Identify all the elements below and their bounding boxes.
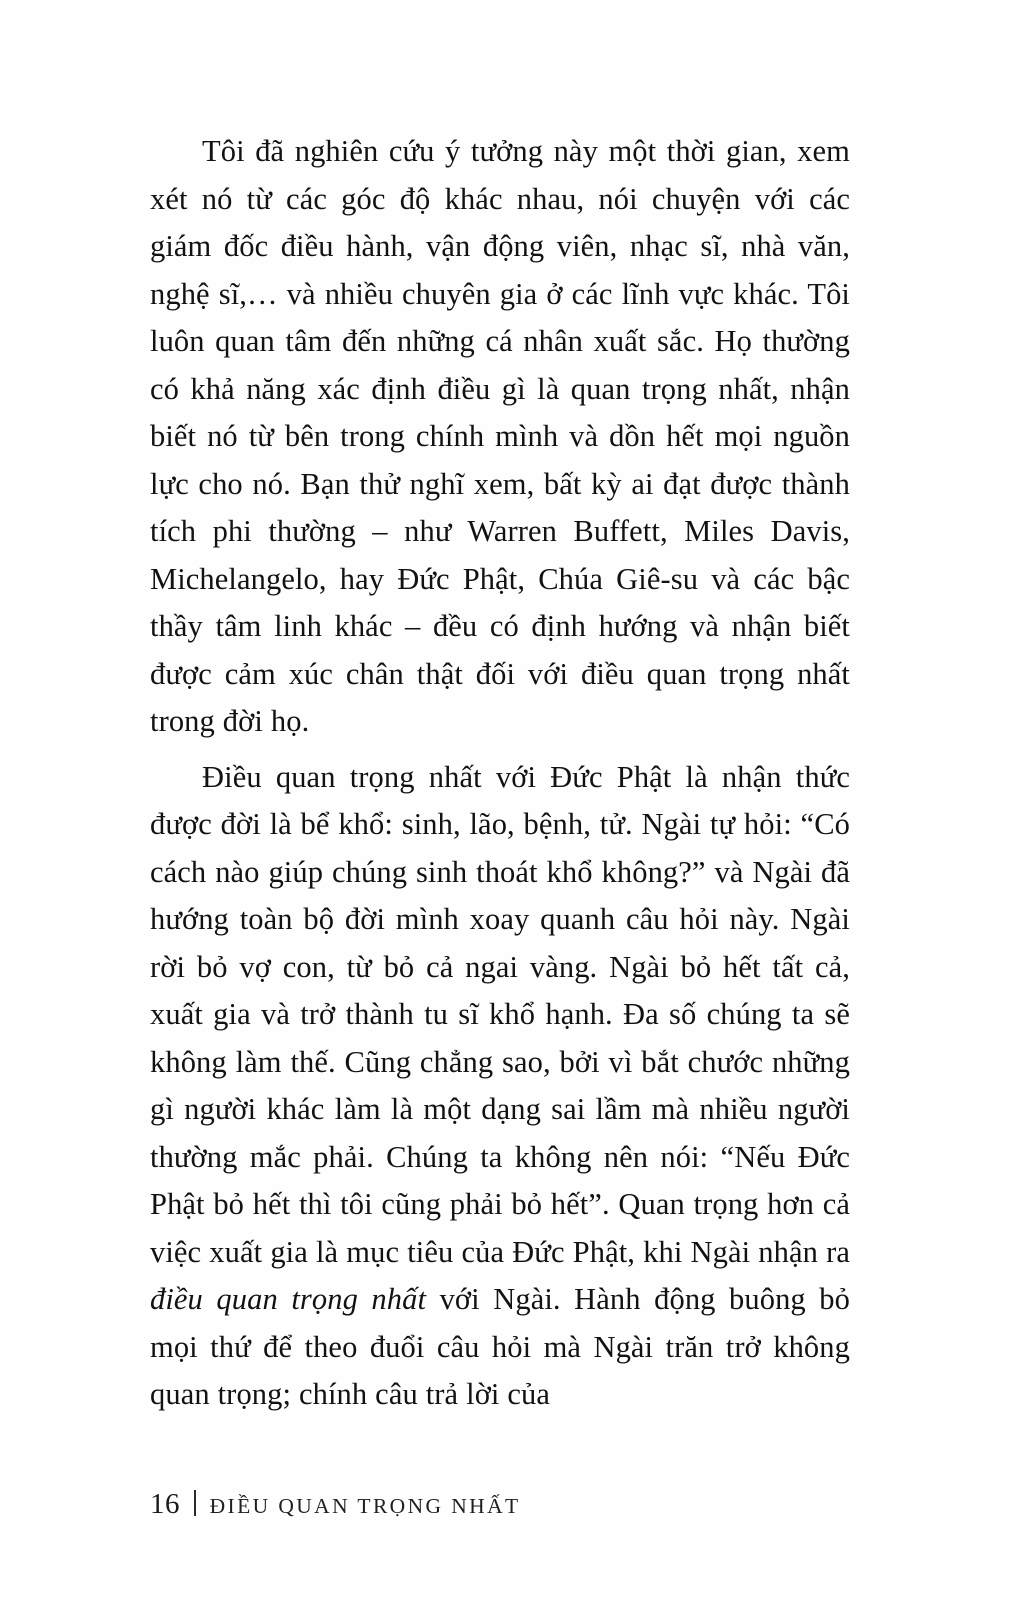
- paragraph-2-segment-1: Điều quan trọng nhất với Đức Phật là nhận thức được đời là bể khổ: sinh, lão, bệnh, tử. Ngài tự hỏi: “Có cách nào giúp chúng sinh thoát khổ không?” và Ngài đã hướng toàn bộ đời mình xoay quanh câu hỏi này. Ngài rời bỏ vợ con, từ bỏ cả ngai vàng. Ngài bỏ hết tất cả, xuất gia và trở thành tu sĩ khổ hạnh. Đa số chúng ta sẽ không làm thế. Cũng chẳng sao, bởi vì bắt chước những gì người khác làm là một dạng sai lầm mà nhiều người thường mắc phải. Chúng ta không nên nói: “Nếu Đức Phật bỏ hết thì tôi cũng phải bỏ hết”. Quan trọng hơn cả việc xuất gia là mục tiêu của Đức Phật, khi Ngài nhận ra: [150, 759, 850, 1269]
- running-head-title: ĐIỀU QUAN TRỌNG NHẤT: [209, 1494, 521, 1518]
- page-number: 16: [150, 1488, 180, 1520]
- paragraph-2: [150, 754, 850, 1419]
- paragraph-1: Tôi đã nghiên cứu ý tưởng này một thời gian, xem xét nó từ các góc độ khác nhau, nói chuyện với các giám đốc điều hành, vận động viên, nhạc sĩ, nhà văn, nghệ sĩ,… và nhiều chuyên gia ở các lĩnh vực khác. Tôi luôn quan tâm đến những cá nhân xuất sắc. Họ thường có khả năng xác định điều gì là quan trọng nhất, nhận biết nó từ bên trong chính mình và dồn hết mọi nguồn lực cho nó. Bạn thử nghĩ xem, bất kỳ ai đạt được thành tích phi thường – như Warren Buffett, Miles Davis, Michelangelo, hay Đức Phật, Chúa Giê-su và các bậc thầy tâm linh khác – đều có định hướng và nhận biết được cảm xúc chân thật đối với điều quan trọng nhất trong đời họ.: [150, 134, 850, 738]
- paragraph-2-segment-3: với Ngài. Hành động buông bỏ mọi thứ để theo đuổi câu hỏi mà Ngài trăn trở không quan trọng; chính câu trả lời của: [150, 1282, 850, 1411]
- page-footer: [150, 1487, 521, 1519]
- footer-divider: [194, 1490, 196, 1516]
- paragraph-2-emphasis: điều quan trọng nhất: [150, 1282, 427, 1316]
- page-body-text: [150, 128, 850, 1419]
